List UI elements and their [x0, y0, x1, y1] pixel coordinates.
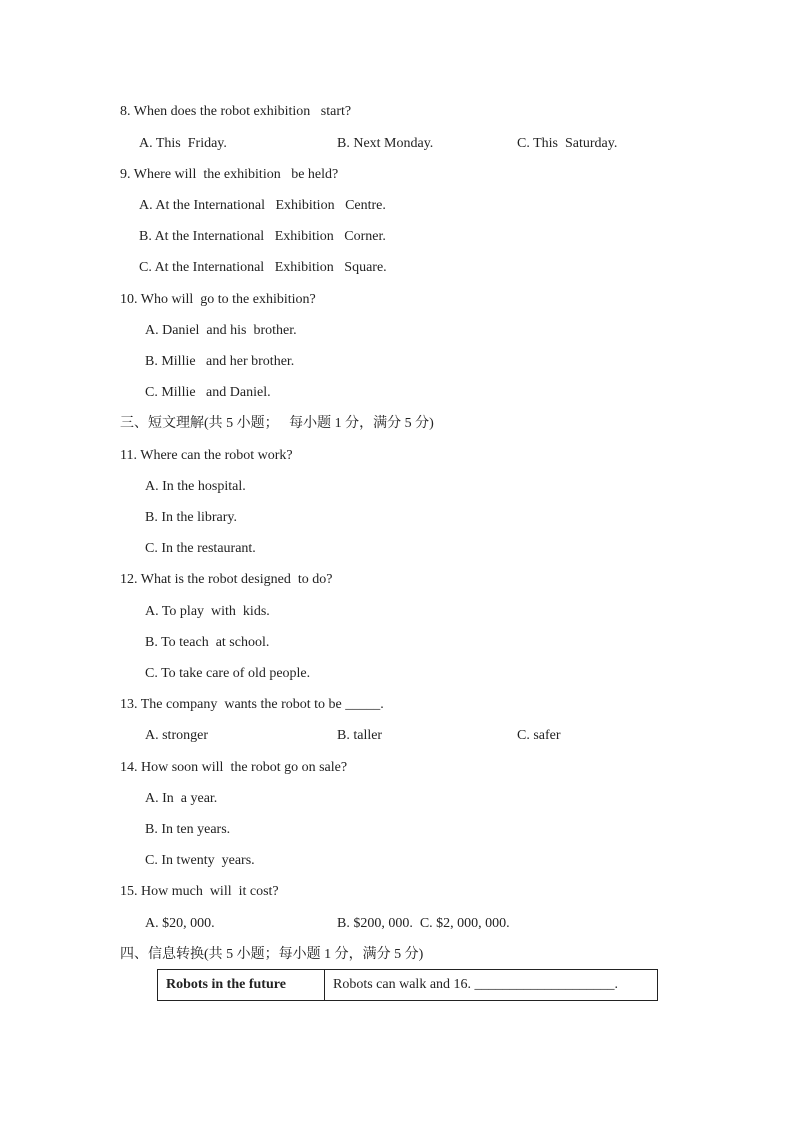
section-3-heading: 三、短文理解(共 5 小题； 每小题 1 分，满分 5 分): [120, 416, 434, 431]
question-10: 10. Who will go to the exhibition?: [120, 292, 316, 307]
option-9c: C. At the International Exhibition Square.: [139, 260, 387, 275]
option-14b: B. In ten years.: [145, 822, 231, 837]
table-head-cell: Robots in the future: [158, 970, 325, 1001]
table-answer-cell: Robots can walk and 16. ____________________.: [325, 970, 658, 1001]
option-10c: C. Millie and Daniel.: [145, 385, 271, 400]
option-13c: C. safer: [517, 728, 561, 743]
option-13b: B. taller: [337, 728, 383, 743]
option-9b: B. At the International Exhibition Corner.: [139, 229, 386, 244]
option-11c: C. In the restaurant.: [145, 541, 256, 556]
section-4-heading: 四、信息转换(共 5 小题；每小题 1 分，满分 5 分): [120, 947, 424, 962]
option-15bc: B. $200, 000. C. $2, 000, 000.: [337, 916, 510, 931]
option-14a: A. In a year.: [145, 791, 218, 806]
option-12a: A. To play with kids.: [145, 604, 270, 619]
option-11a: A. In the hospital.: [145, 479, 246, 494]
question-15: 15. How much will it cost?: [120, 884, 279, 899]
option-8a: A. This Friday.: [139, 136, 227, 151]
option-11b: B. In the library.: [145, 510, 238, 525]
question-14: 14. How soon will the robot go on sale?: [120, 760, 348, 775]
option-12b: B. To teach at school.: [145, 635, 270, 650]
option-12c: C. To take care of old people.: [145, 666, 311, 681]
option-8c: C. This Saturday.: [517, 136, 618, 151]
option-15a: A. $20, 000.: [145, 916, 215, 931]
question-12: 12. What is the robot designed to do?: [120, 572, 333, 587]
question-13: 13. The company wants the robot to be _____.: [120, 697, 384, 712]
table-row: [158, 970, 658, 1001]
info-table: [157, 969, 658, 1001]
option-13a: A. stronger: [145, 728, 208, 743]
option-9a: A. At the International Exhibition Centre.: [139, 198, 386, 213]
question-9: 9. Where will the exhibition be held?: [120, 167, 339, 182]
option-14c: C. In twenty years.: [145, 853, 255, 868]
option-10b: B. Millie and her brother.: [145, 354, 295, 369]
option-10a: A. Daniel and his brother.: [145, 323, 297, 338]
option-8b: B. Next Monday.: [337, 136, 434, 151]
question-11: 11. Where can the robot work?: [120, 448, 293, 463]
question-8: 8. When does the robot exhibition start?: [120, 104, 352, 119]
